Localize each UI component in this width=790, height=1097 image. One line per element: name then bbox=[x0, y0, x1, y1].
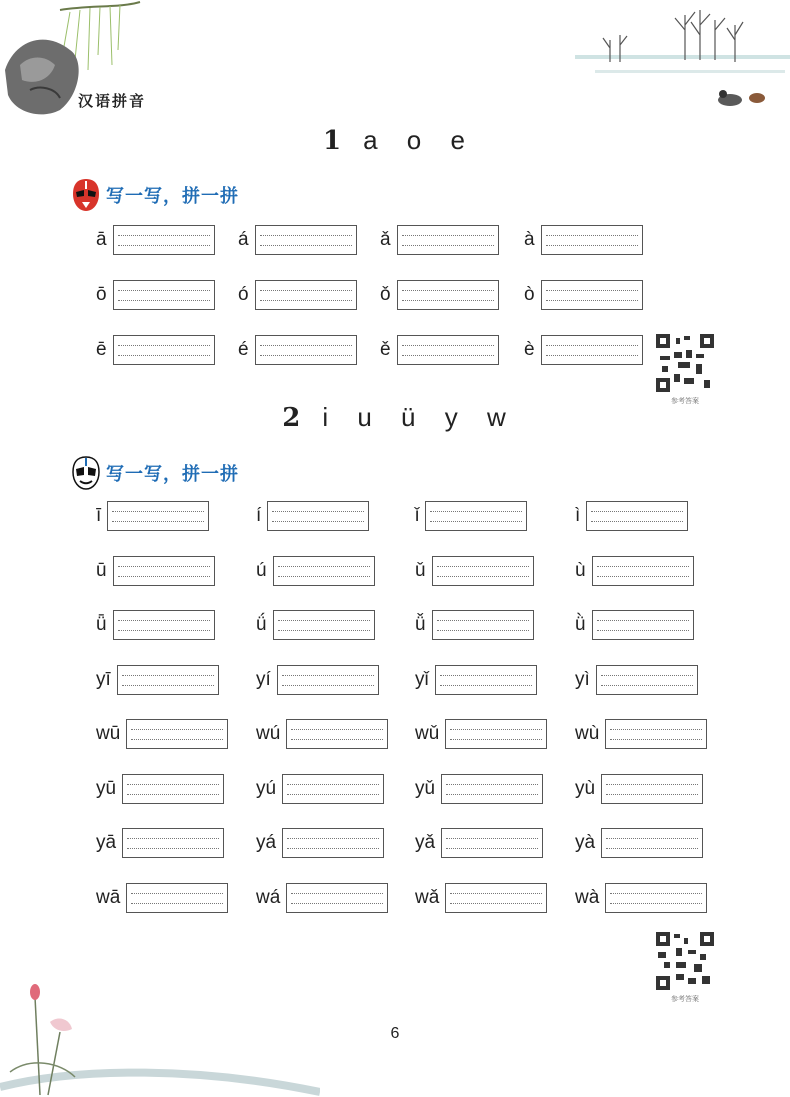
pinyin-practice-item bbox=[415, 828, 543, 858]
pinyin-practice-item bbox=[256, 774, 384, 804]
pinyin-syllable: yǔ bbox=[415, 777, 436, 799]
qr-label: 参考答案 bbox=[671, 995, 699, 1003]
pinyin-practice-item bbox=[96, 883, 228, 913]
writing-box[interactable] bbox=[126, 883, 228, 913]
writing-box[interactable] bbox=[255, 280, 357, 310]
pinyin-practice-item bbox=[96, 556, 215, 586]
pinyin-practice-item bbox=[256, 828, 384, 858]
section-label: 写一写，拼一拼 bbox=[106, 464, 239, 485]
pinyin-syllable: yǐ bbox=[415, 668, 429, 690]
pinyin-practice-item bbox=[380, 225, 499, 255]
writing-box[interactable] bbox=[113, 225, 215, 255]
opera-mask-icon bbox=[72, 178, 100, 212]
pinyin-practice-item bbox=[415, 883, 547, 913]
writing-box[interactable] bbox=[441, 828, 543, 858]
writing-box[interactable] bbox=[441, 774, 543, 804]
section-header bbox=[72, 456, 239, 490]
writing-box[interactable] bbox=[397, 225, 499, 255]
pinyin-practice-item bbox=[238, 225, 357, 255]
pinyin-syllable: wà bbox=[575, 886, 600, 908]
writing-box[interactable] bbox=[255, 335, 357, 365]
lesson-number: 1 bbox=[323, 126, 342, 156]
writing-box[interactable] bbox=[445, 719, 547, 749]
writing-box[interactable] bbox=[282, 828, 384, 858]
pinyin-syllable: yì bbox=[575, 668, 590, 690]
pinyin-practice-item bbox=[575, 610, 694, 640]
pinyin-syllable: é bbox=[238, 339, 249, 360]
pinyin-syllable: ǒ bbox=[380, 284, 391, 305]
pinyin-practice-item bbox=[524, 335, 643, 365]
pinyin-syllable: è bbox=[524, 339, 535, 360]
writing-box[interactable] bbox=[113, 556, 215, 586]
writing-box[interactable] bbox=[113, 280, 215, 310]
pinyin-practice-item bbox=[575, 774, 703, 804]
pinyin-practice-item bbox=[256, 610, 375, 640]
writing-box[interactable] bbox=[397, 335, 499, 365]
pinyin-syllable: wú bbox=[256, 723, 281, 744]
pinyin-practice-item bbox=[96, 610, 215, 640]
pinyin-syllable: ì bbox=[575, 505, 581, 526]
pinyin-practice-item bbox=[415, 610, 534, 640]
header-title: 汉语拼音 bbox=[78, 92, 147, 110]
pinyin-syllable: yǎ bbox=[415, 832, 436, 853]
lesson-number: 2 bbox=[282, 403, 301, 433]
writing-box[interactable] bbox=[601, 828, 703, 858]
writing-box[interactable] bbox=[117, 665, 219, 695]
writing-box[interactable] bbox=[432, 556, 534, 586]
pinyin-practice-item bbox=[415, 501, 527, 531]
pinyin-practice-item bbox=[575, 828, 703, 858]
writing-box[interactable] bbox=[432, 610, 534, 640]
pinyin-syllable: yá bbox=[256, 832, 277, 853]
pinyin-syllable: ó bbox=[238, 284, 249, 305]
pinyin-syllable: ù bbox=[575, 559, 586, 581]
pinyin-syllable: ǜ bbox=[575, 614, 586, 635]
writing-box[interactable] bbox=[541, 280, 643, 310]
writing-box[interactable] bbox=[122, 774, 224, 804]
pinyin-practice-item bbox=[524, 280, 643, 310]
writing-box[interactable] bbox=[113, 335, 215, 365]
pinyin-practice-item bbox=[96, 774, 224, 804]
pinyin-syllable: wǎ bbox=[415, 886, 440, 908]
writing-box[interactable] bbox=[286, 719, 388, 749]
pinyin-syllable: ǖ bbox=[96, 614, 107, 635]
writing-box[interactable] bbox=[586, 501, 688, 531]
pinyin-practice-item bbox=[96, 280, 215, 310]
section-label: 写一写，拼一拼 bbox=[106, 186, 239, 207]
pinyin-practice-item bbox=[96, 719, 228, 749]
lesson-letters: a o e bbox=[363, 125, 467, 155]
pinyin-syllable: ū bbox=[96, 559, 107, 581]
pinyin-practice-item bbox=[575, 719, 707, 749]
pinyin-syllable: ǚ bbox=[415, 614, 426, 635]
pinyin-syllable: ú bbox=[256, 559, 267, 581]
pinyin-practice-item bbox=[575, 665, 698, 695]
page-number: 6 bbox=[390, 1025, 400, 1042]
pinyin-practice-item bbox=[96, 828, 224, 858]
pinyin-syllable: yī bbox=[96, 668, 111, 690]
writing-box[interactable] bbox=[592, 610, 694, 640]
writing-box[interactable] bbox=[282, 774, 384, 804]
pinyin-practice-item bbox=[575, 883, 707, 913]
pinyin-syllable: wù bbox=[575, 723, 600, 744]
pinyin-syllable: yù bbox=[575, 777, 596, 799]
writing-box[interactable] bbox=[107, 501, 209, 531]
pinyin-practice-item bbox=[96, 225, 215, 255]
qr-code-icon bbox=[656, 334, 714, 392]
writing-box[interactable] bbox=[596, 665, 698, 695]
pinyin-practice-item bbox=[96, 335, 215, 365]
writing-box[interactable] bbox=[605, 883, 707, 913]
pinyin-syllable: ā bbox=[96, 229, 107, 250]
lesson-2-title bbox=[0, 402, 790, 433]
writing-box[interactable] bbox=[277, 665, 379, 695]
pinyin-practice-item bbox=[96, 665, 219, 695]
opera-mask-icon bbox=[72, 456, 100, 490]
writing-box[interactable] bbox=[286, 883, 388, 913]
pinyin-syllable: wā bbox=[96, 886, 121, 908]
pinyin-practice-item bbox=[415, 665, 537, 695]
pinyin-syllable: ǔ bbox=[415, 559, 426, 581]
pinyin-practice-item bbox=[380, 335, 499, 365]
pinyin-syllable: á bbox=[238, 229, 249, 250]
writing-box[interactable] bbox=[592, 556, 694, 586]
writing-box[interactable] bbox=[255, 225, 357, 255]
qr-code-icon bbox=[656, 932, 714, 990]
pinyin-syllable: ǎ bbox=[380, 229, 391, 250]
writing-box[interactable] bbox=[273, 556, 375, 586]
writing-box[interactable] bbox=[425, 501, 527, 531]
writing-box[interactable] bbox=[541, 335, 643, 365]
pinyin-syllable: yū bbox=[96, 777, 117, 799]
pinyin-syllable: à bbox=[524, 229, 535, 250]
pinyin-syllable: wū bbox=[96, 723, 121, 744]
pinyin-practice-item bbox=[256, 556, 375, 586]
pinyin-syllable: wá bbox=[256, 886, 281, 908]
pinyin-practice-item bbox=[575, 556, 694, 586]
pinyin-practice-item bbox=[415, 719, 547, 749]
pinyin-syllable: yā bbox=[96, 832, 117, 853]
writing-box[interactable] bbox=[605, 719, 707, 749]
lesson-letters: i u ü y w bbox=[322, 402, 508, 432]
writing-box[interactable] bbox=[601, 774, 703, 804]
pinyin-practice-item bbox=[256, 719, 388, 749]
pinyin-syllable: í bbox=[256, 505, 262, 526]
pinyin-syllable: ō bbox=[96, 284, 107, 305]
section-header bbox=[72, 178, 239, 212]
pinyin-syllable: ǐ bbox=[415, 505, 420, 526]
pinyin-syllable: yà bbox=[575, 832, 596, 853]
writing-box[interactable] bbox=[267, 501, 369, 531]
lesson-1-title bbox=[0, 125, 790, 156]
pinyin-practice-item bbox=[524, 225, 643, 255]
writing-box[interactable] bbox=[397, 280, 499, 310]
pinyin-practice-item bbox=[238, 280, 357, 310]
writing-box[interactable] bbox=[273, 610, 375, 640]
pinyin-syllable: ò bbox=[524, 284, 535, 305]
pinyin-practice-item bbox=[238, 335, 357, 365]
writing-box[interactable] bbox=[435, 665, 537, 695]
pinyin-practice-item bbox=[256, 883, 388, 913]
pinyin-practice-item bbox=[575, 501, 688, 531]
pinyin-syllable: yí bbox=[256, 668, 271, 690]
pinyin-syllable: ǘ bbox=[256, 614, 267, 635]
pinyin-syllable: wǔ bbox=[415, 723, 440, 744]
pinyin-practice-item bbox=[96, 501, 209, 531]
pinyin-syllable: ē bbox=[96, 339, 107, 360]
pinyin-practice-item bbox=[256, 501, 369, 531]
writing-box[interactable] bbox=[126, 719, 228, 749]
writing-box[interactable] bbox=[541, 225, 643, 255]
pinyin-syllable: ě bbox=[380, 339, 391, 360]
qr-label: 参考答案 bbox=[671, 397, 699, 405]
pinyin-syllable: ī bbox=[96, 505, 102, 526]
writing-box[interactable] bbox=[113, 610, 215, 640]
pinyin-practice-item bbox=[415, 774, 543, 804]
lake-trees-illustration bbox=[575, 0, 790, 130]
pinyin-practice-item bbox=[380, 280, 499, 310]
writing-box[interactable] bbox=[122, 828, 224, 858]
writing-box[interactable] bbox=[445, 883, 547, 913]
pinyin-practice-item bbox=[415, 556, 534, 586]
pinyin-practice-item bbox=[256, 665, 379, 695]
pinyin-syllable: yú bbox=[256, 777, 277, 799]
